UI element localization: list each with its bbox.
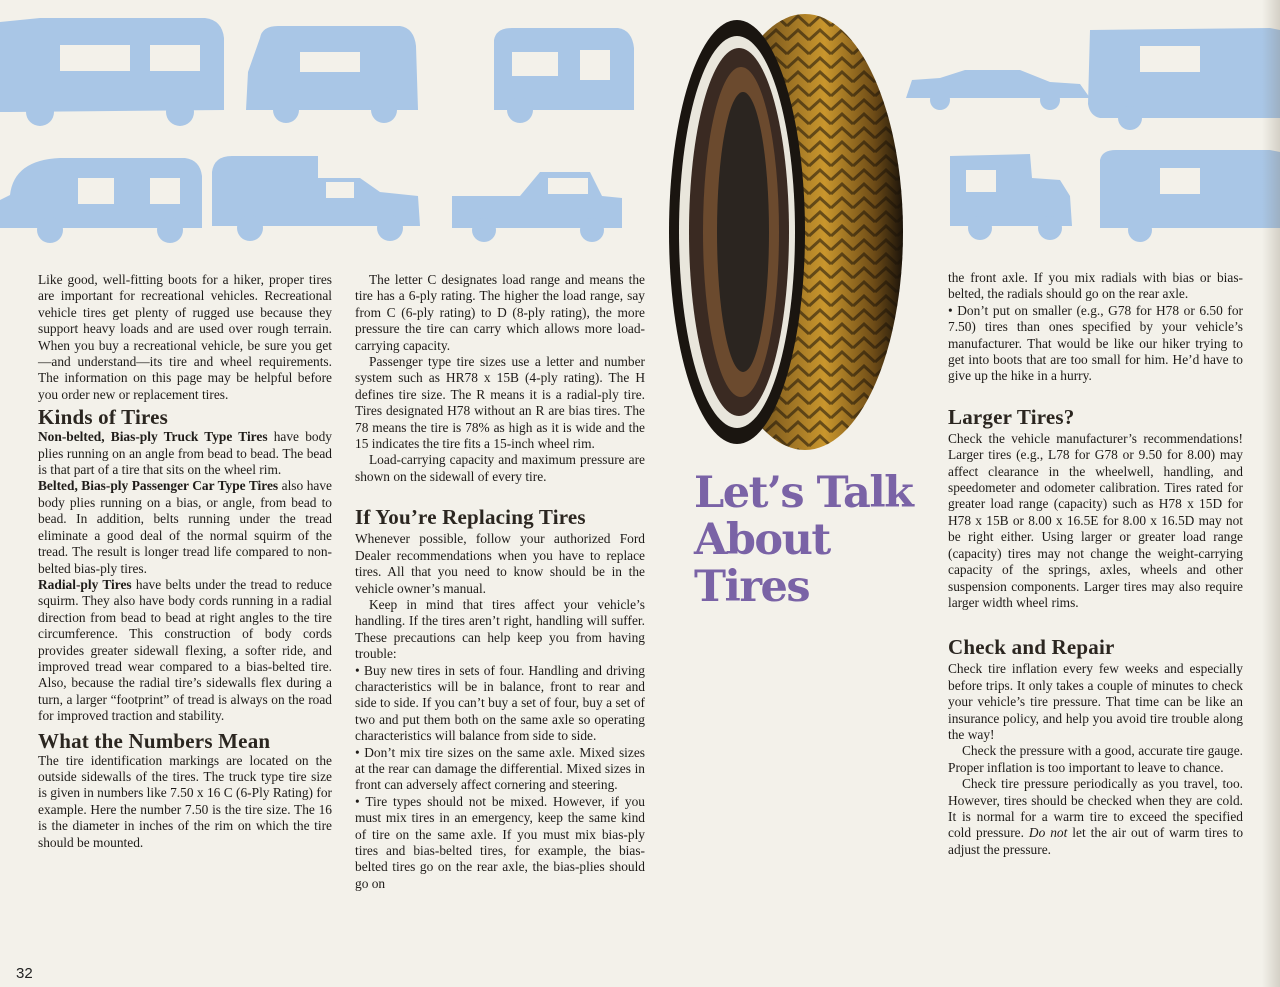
bullet-item: • Buy new tires in sets of four. Handling and driving characteristics will be in balance, front to rear and side to side. If you can’t buy a set of four, buy a set of two and put them both on the same axle so operating characteristics will balance from side to side.	[355, 662, 645, 744]
van-icon	[246, 26, 418, 123]
column-middle	[355, 272, 645, 892]
paragraph: Check the pressure with a good, accurate tire gauge. Proper inflation is too important to leave to chance.	[948, 743, 1243, 775]
column-right	[948, 270, 1243, 858]
vehicle-silhouettes	[0, 0, 1280, 260]
truck-icon	[452, 172, 622, 242]
nonbelted-text: have body plies running on an angle from bead to bead. The bead is that part of a tire that sits on the wheel rim.	[38, 429, 332, 478]
radial-text: have belts under the tread to reduce squirm. They also have body cords running in a radial direction from bead to bead at right angles to the tire circumference. This construction of body cords provides greater sidewall flexing, a softer ride, and improved tread wear compared to a bias-belted tire. Also, because the radial tire’s sidewalls flex during a turn, a larger “footprint” of tread is always on the road for improved traction and stability.	[38, 576, 332, 724]
paragraph	[948, 776, 1243, 858]
heading-numbers: What the Numbers Mean	[38, 728, 271, 753]
travel-trailer-icon	[1100, 150, 1280, 242]
text-run: let the air out of warm tires to adjust the pressure.	[948, 825, 1244, 857]
emphasis-do-not: Do not	[1028, 825, 1068, 841]
binding-shadow	[1262, 0, 1280, 987]
radial-paragraph	[38, 577, 332, 725]
tire-icon	[655, 0, 905, 475]
motorhome-icon	[1088, 28, 1280, 130]
nonbelted-paragraph	[38, 429, 332, 478]
page-title	[694, 470, 934, 611]
heading-replacing-tires: If You’re Replacing Tires	[355, 505, 586, 530]
bullet-item: • Don’t put on smaller (e.g., G78 for H78 or 6.50 for 7.50) tires than ones specified by your vehicle’s manufacturer. That would be like our hiker trying to get into boots that are too small for him. He’d have to give up the hike in a hurry.	[948, 302, 1243, 384]
paragraph: the front axle. If you mix radials with bias or bias-belted, the radials should go on the rear axle.	[948, 270, 1243, 302]
tire-illustration	[655, 0, 905, 475]
paragraph: Keep in mind that tires affect your vehicle’s handling. If the tires aren’t right, handling will suffer. These precautions can help keep you from having trouble:	[355, 596, 645, 662]
paragraph: Check tire inflation every few weeks and especially before trips. It only takes a couple of minutes to check your vehicle’s tire pressure. That time can be like an insurance policy, and help you avoid tire trouble along the way!	[948, 661, 1243, 742]
heading-larger-tires: Larger Tires?	[948, 404, 1075, 429]
intro-paragraph: Like good, well-fitting boots for a hiker, proper tires are important for recreational vehicles. Recreational vehicle tires get plenty of rugged use because they support heavy loads and are used over rough terrain. When you buy a recreational vehicle, be sure you get—and understand—its tire and wheel requirements. The information on this page may be helpful before you order new or replacement tires.	[38, 272, 332, 402]
text-run: Check tire pressure periodically as you travel, too. However, tires should be checked when they are cold. It is normal for a warm tire to exceed the specified cold pressure.	[948, 776, 1243, 841]
title-line: Tires	[694, 562, 810, 612]
radial-label: Radial-ply Tires	[38, 576, 132, 592]
travel-trailer-icon	[494, 28, 634, 123]
paragraph: Passenger type tire sizes use a letter and number system such as HR78 x 15B (4-ply rating). The H defines tire size. The R means it is a radial-ply tire. Tires designated H78 without an R are bias tires. The 78 means the tire is 78% as high as it is wide and the 15 indicates the tire fits a 15-inch wheel rim.	[355, 354, 645, 452]
paragraph: Whenever possible, follow your authorized Ford Dealer recommendations when you have to replace tires. All that you need to know should be in the vehicle owner’s manual.	[355, 531, 645, 596]
pickup-camper-icon	[950, 154, 1072, 240]
title-line: About	[694, 515, 830, 565]
belted-text: also have body plies running on a bias, or angle, from bead to bead. In addition, belts running under the tread eliminate a good deal of the normal squirm of the tread. The result is longer tread life compared to non-belted bias-ply tires.	[38, 478, 332, 576]
car-icon	[906, 70, 1090, 110]
camper-van-icon	[0, 18, 224, 126]
bullet-item: • Don’t mix tire sizes on the same axle. Mixed sizes at the rear can damage the differential. Mixed sizes in front can adversely affect cornering and steering.	[355, 744, 645, 793]
pickup-camper-icon	[212, 156, 420, 241]
paragraph: Check the vehicle manufacturer’s recommendations! Larger tires (e.g., L78 for G78 or 9.50 for 8.00) may affect clearance in the wheelwell, handling, and speedometer and odometer calibration. Tires rated for greater load range (capacity) such as H78 x 15D for H78 x 15B or 8.00 x 16.5E for 8.00 x 16.5D may not be right either. Using larger or greater load range (capacity) tires may not change the weight-carrying capacity of the springs, axles, wheels and other suspension components. Larger tires may also require larger width wheel rims.	[948, 430, 1243, 610]
heading-check-and-repair: Check and Repair	[948, 635, 1115, 660]
belted-label: Belted, Bias-ply Passenger Car Type Tires	[38, 478, 279, 494]
nonbelted-label: Non-belted, Bias-ply Truck Type Tires	[38, 429, 268, 445]
heading-kinds-of-tires: Kinds of Tires	[38, 405, 169, 430]
title-line: Let’s Talk	[694, 468, 913, 518]
belted-paragraph	[38, 478, 332, 576]
numbers-paragraph: The tire identification markings are located on the outside sidewalls of the tires. The truck type tire size is given in numbers like 7.50 x 16 C (6-Ply Rating) for example. Here the number 7.50 is the tire size. The 16 is the diameter in inches of the rim on which the tire should be mounted.	[38, 752, 332, 850]
paragraph: The letter C designates load range and means the tire has a 6-ply rating. The higher the load range, say from C (6-ply rating) to D (8-ply rating), the more pressure the tire can carry which allows more load-carrying capacity.	[355, 272, 645, 353]
paragraph: Load-carrying capacity and maximum pressure are shown on the sidewall of every tire.	[355, 452, 645, 484]
page-number: 32	[16, 965, 33, 982]
column-left	[38, 272, 332, 851]
bullet-item: • Tire types should not be mixed. However, if you must mix tires in an emergency, keep the same kind of tire on the same axle. If you must mix bias-ply tires and bias-belted tires, for example, the bias-belted tires go on the rear axle, the bias-plies should go on	[355, 793, 645, 891]
motorhome-icon	[0, 158, 202, 243]
